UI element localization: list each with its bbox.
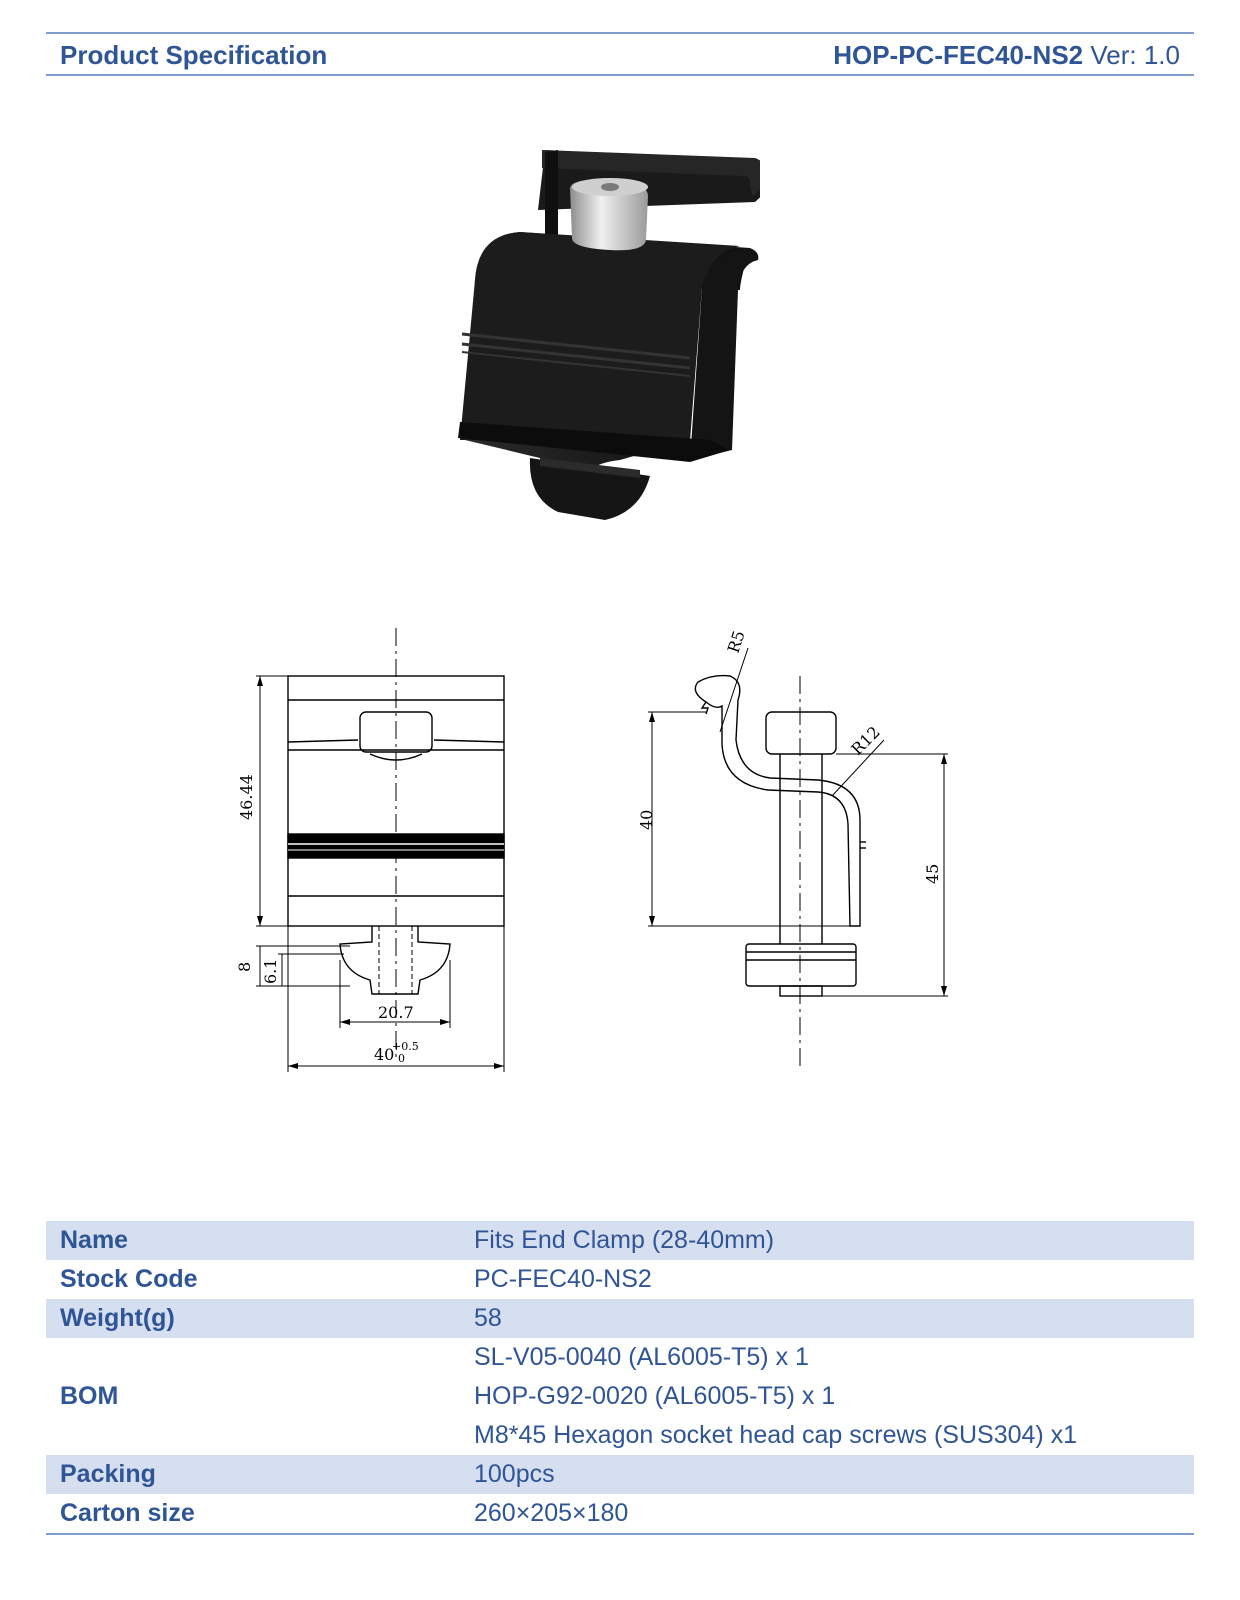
spec-value: 100pcs: [474, 1455, 1194, 1494]
dim-t-width: 20.7: [378, 1003, 414, 1022]
product-code: [833, 40, 1180, 71]
spec-label: Weight(g): [46, 1299, 474, 1338]
bom-item: M8*45 Hexagon socket head cap screws (SUS304) x1: [474, 1421, 1078, 1449]
dim-side-height: 40: [637, 809, 656, 830]
spec-row-bom-1: [46, 1338, 1194, 1377]
dim-slot-height: 6.1: [261, 958, 280, 984]
spec-label: BOM: [60, 1382, 119, 1410]
spec-table: [46, 1221, 1194, 1535]
header-bottom-rule: [46, 74, 1194, 76]
side-view: [648, 648, 948, 1070]
spec-label: Packing: [46, 1455, 474, 1494]
version: Ver: 1.0: [1090, 40, 1180, 70]
spec-value: 58: [474, 1299, 1194, 1338]
dim-height: 46.44: [237, 774, 256, 820]
dim-radius-large: R12: [847, 722, 884, 759]
page-title: Product Specification: [60, 40, 328, 70]
spec-row-stock-code: [46, 1260, 1194, 1299]
technical-drawing: [220, 620, 1020, 1100]
spec-value: PC-FEC40-NS2: [474, 1265, 652, 1293]
dim-radius-small: R5: [723, 628, 749, 656]
model-number: HOP-PC-FEC40-NS2: [833, 40, 1084, 70]
spec-value: 260×205×180: [474, 1494, 1194, 1534]
spec-value: Fits End Clamp (28-40mm): [474, 1221, 1194, 1260]
spec-label: Carton size: [46, 1494, 474, 1534]
spec-label: Name: [46, 1221, 474, 1260]
bom-item: HOP-G92-0020 (AL6005-T5) x 1: [474, 1382, 836, 1410]
dim-width: 40: [374, 1045, 395, 1064]
spec-label: Stock Code: [60, 1265, 198, 1293]
spec-row-carton: [46, 1494, 1194, 1534]
dim-width-tol-lower: 0: [398, 1052, 405, 1065]
header: [46, 34, 1194, 76]
dim-width-tol-upper: +0.5: [392, 1040, 419, 1053]
spec-row-weight: [46, 1299, 1194, 1338]
product-photo: [440, 140, 760, 540]
spec-row-packing: [46, 1455, 1194, 1494]
dim-screw-length: 45: [923, 863, 942, 884]
dim-base-height: 8: [235, 961, 254, 972]
bom-item: SL-V05-0040 (AL6005-T5) x 1: [474, 1343, 809, 1371]
spec-row-name: [46, 1221, 1194, 1260]
